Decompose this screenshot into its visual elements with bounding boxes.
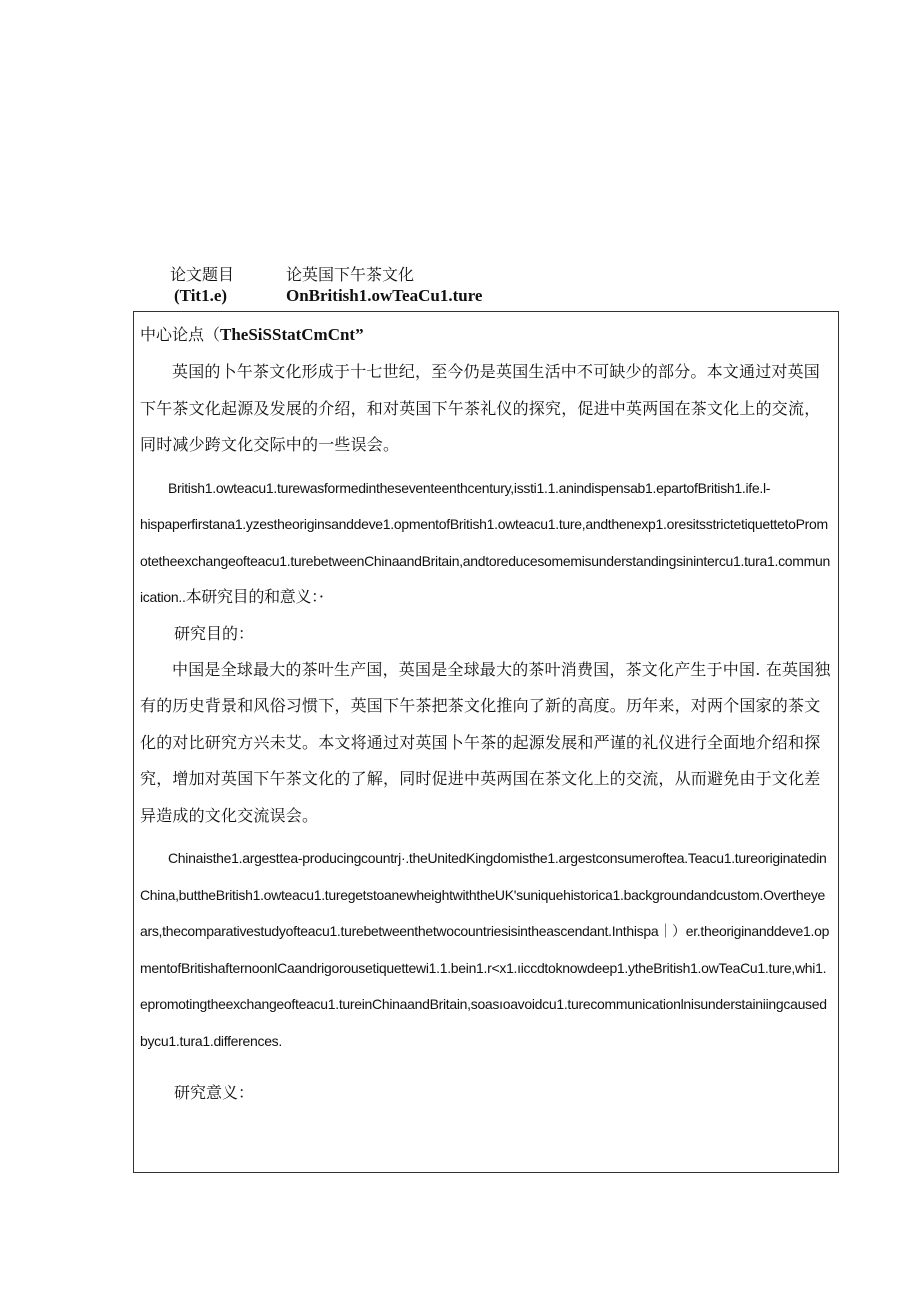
title-value-en: OnBritish1.owTeaCu1.ture bbox=[286, 286, 483, 305]
title-label-cn: 论文题目 bbox=[170, 265, 235, 284]
thesis-paragraph-en-1: British1.owteacu1.turewasformedintheseventeenthcentury,issti1.1.anindispensab1.epartofBritish1.ife.l- bbox=[168, 479, 771, 496]
purpose-heading: 研究目的： bbox=[174, 623, 255, 643]
title-block bbox=[170, 262, 850, 310]
thesis-paragraph-en-2-tail: 本研究目的和意义：· bbox=[185, 587, 324, 606]
title-value-cn: 论英国下午茶文化 bbox=[286, 265, 415, 284]
thesis-heading-en: TheSiSStatCmCnt” bbox=[220, 325, 364, 344]
purpose-paragraph-en: Chinaisthe1.argesttea-producingcountrj·.theUnitedKingdomisthe1.argestconsumeroftea.Teacu1.tureoriginatedinChina,buttheBritish1.owteacu1.turegetstoanewheightwiththeUK'suniquehistorica1.backgroundandcustom.Overtheyears,thecomparativestudyofteacu1.turebetweenthetwocountriesisintheascendant.Inthispa｜）er.theoriginanddeve1.opmentofBritishafternoonlCaandrigorousetiquettewi1.1.bein1.r<x1.ıiccdtoknowdeep1.ytheBritish1.owTeaCu1.ture,whi1.epromotingtheexchangeofteacu1.tureinChinaandBritain,soasıoavoidcu1.turecommunicationlnisunderstainiingcausedbycu1.tura1.differences. bbox=[140, 850, 830, 1049]
thesis-heading-cn: 中心论点（ bbox=[140, 325, 221, 344]
title-row-cn bbox=[170, 262, 850, 286]
title-row-en bbox=[170, 286, 850, 310]
title-label-en: (Tit1.e) bbox=[174, 286, 228, 305]
thesis-content-box bbox=[133, 311, 839, 1173]
purpose-paragraph-cn: 中国是全球最大的茶叶生产国，英国是全球最大的茶叶消费国，茶文化产生于中国. 在英国独有的历史背景和风俗习惯下，英国下午茶把茶文化推向了新的高度。历年来，对两个国家的茶文化的对比研究方兴未艾。本文将通过对英国卜午茶的起源发展和严谨的礼仪进行全面地介绍和探究，增加对英国下午茶文化的了解，同时促进中英两国在茶文化上的交流，从而避免由于文化差异造成的文化交流误会。 bbox=[140, 659, 831, 825]
thesis-heading bbox=[140, 322, 832, 348]
thesis-paragraph-en-2-text: hispaperfirstana1.yzestheoriginsanddeve1.opmentofBritish1.owteacu1.ture,andthenexp1.oresitsstrictetiquettetoPromotetheexchangeofteacu1.turebetweenChinaandBritain,andtoreducesomemisunderstandingsinintercu1.tura1.communication.. bbox=[140, 516, 830, 605]
thesis-paragraph-en-2 bbox=[140, 506, 832, 616]
significance-heading: 研究意义： bbox=[174, 1083, 255, 1102]
thesis-paragraph-cn: 英国的卜午茶文化形成于十七世纪，至今仍是英国生活中不可缺少的部分。本文通过对英国下午茶文化起源及发展的介绍，和对英国下午茶礼仪的探究，促进中英两国在茶文化上的交流，同时减少跨文化交际中的一些误会。 bbox=[140, 362, 821, 454]
